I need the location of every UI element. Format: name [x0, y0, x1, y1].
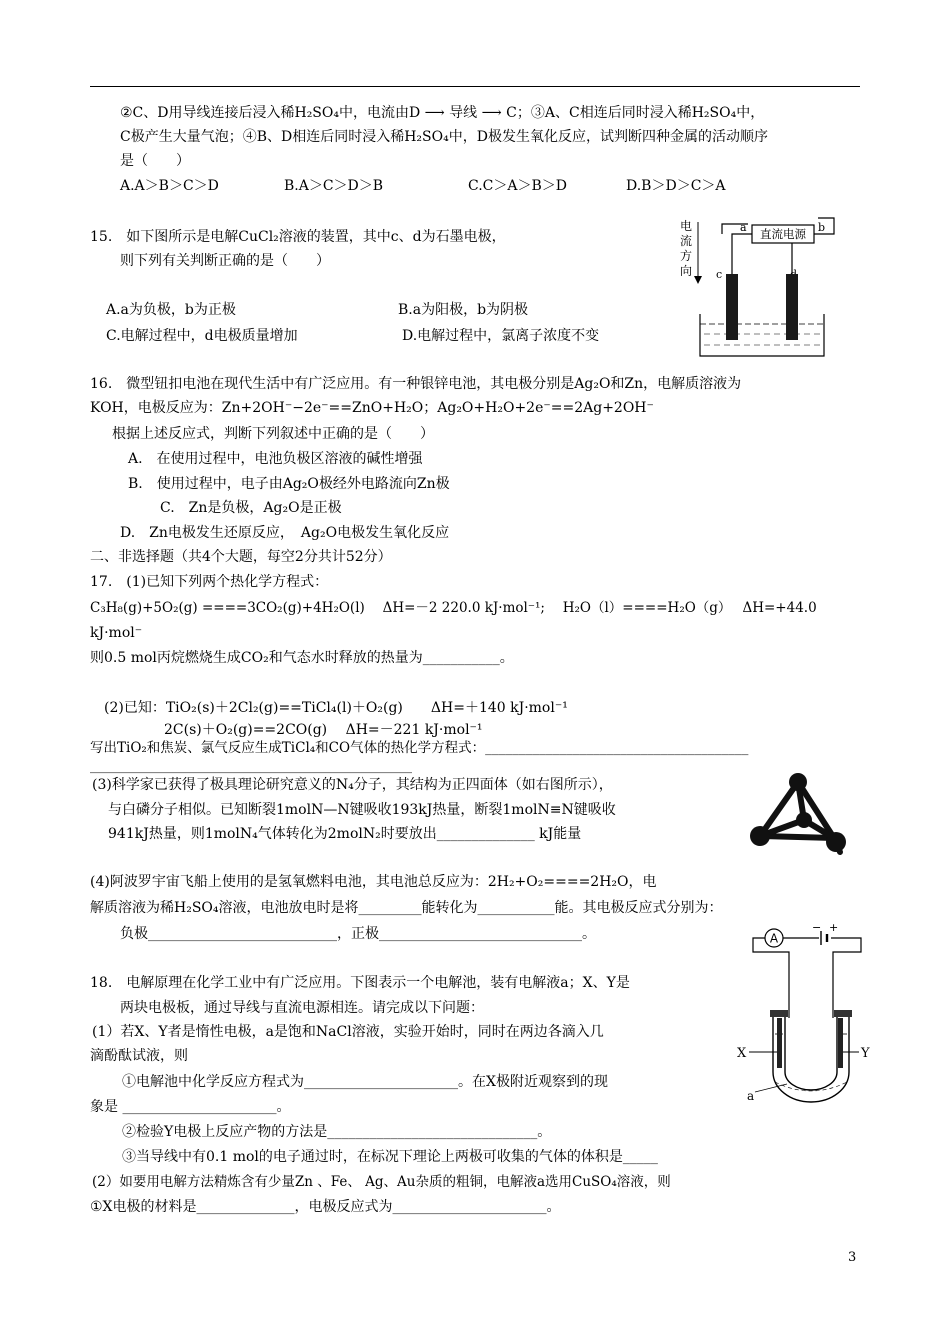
electrode-c-label: c	[716, 268, 723, 281]
current-dir-char-1: 电	[680, 219, 693, 233]
ammeter-label: A	[769, 931, 779, 946]
q17-part1-question: 则0.5 mol丙烷燃烧生成CO₂和气态水时释放的热量为___________。	[90, 650, 514, 666]
q17-part3-line-3: 941kJ热量，则1molN₄气体转化为2molN₂时要放出______________ kJ能量	[108, 826, 582, 842]
q15-line-2: 则下列有关判断正确的是（ ）	[120, 253, 330, 269]
q18-line-7: ②检验Y电极上反应产物的方法是______________________________。	[122, 1124, 552, 1140]
u-tube-inner	[785, 1014, 837, 1090]
n4-atom	[796, 812, 812, 828]
q16-line-1: 16. 微型钮扣电池在现代生活中有广泛应用。有一种银锌电池，其电极分别是Ag₂O和Zn，电解质溶液为	[90, 376, 742, 392]
circuit-wire-right	[831, 938, 861, 1018]
q18-line-10: ①X电极的材料是______________，电极反应式为______________________。	[90, 1199, 561, 1215]
electrode-x	[777, 1018, 782, 1068]
q18-line-5: ①电解池中化学反应方程式为______________________。在X极附近观察到的现	[122, 1074, 608, 1090]
q17-part4-line-2: 解质溶液为稀H₂SO₄溶液，电池放电时是将_________能转化为___________能。其电极反应式分别为：	[90, 900, 723, 916]
wire-left	[732, 234, 752, 274]
q16-line-2: KOH，电极反应为：Zn+2OH⁻−2e⁻==ZnO+H₂O；Ag₂O+H₂O+2e⁻==2Ag+2OH⁻	[90, 400, 654, 416]
n4-atom	[789, 773, 807, 791]
q17-part1-heading: 17. (1)已知下列两个热化学方程式：	[90, 574, 329, 590]
q17-part3-line-2: 与白磷分子相似。已知断裂1molN—N键吸收193kJ热量，断裂1molN≡N键吸收	[108, 802, 616, 818]
q16-option-b: B. 使用过程中，电子由Ag₂O极经外电路流向Zn极	[128, 476, 450, 492]
header-rule	[90, 86, 860, 87]
q16-line-3: 根据上述反应式，判断下列叙述中正确的是（ ）	[112, 426, 434, 442]
electrolyte-label: a	[747, 1089, 755, 1103]
current-dir-char-3: 方	[680, 249, 693, 263]
electrolysis-cell-figure	[678, 214, 848, 364]
q15-option-a: A.a为负极，b为正极	[106, 302, 236, 318]
q17-part2-answer-blank: ______________________________________________	[90, 758, 412, 774]
q16-option-d: D. Zn电极发生还原反应， Ag₂O电极发生氧化反应	[120, 525, 450, 541]
current-dir-char-2: 流	[680, 234, 693, 248]
u-tube-electrolysis-figure	[735, 922, 885, 1104]
battery-plus-sign: +	[829, 922, 839, 934]
q17-part2-question: 写出TiO₂和焦炭、氯气反应生成TiCl₄和CO气体的热化学方程式：_______________________________________	[90, 740, 749, 756]
q14-line-1: ②C、D用导线连接后浸入稀H₂SO₄中，电流由D ⟶ 导线 ⟶ C；③A、C相连后同时浸入稀H₂SO₄中，	[120, 105, 765, 121]
q15-option-b: B.a为阳极，b为阴极	[398, 302, 529, 318]
q15-option-d: D.电解过程中，氯离子浓度不变	[402, 328, 600, 344]
q14-option-a: A.A＞B＞C＞D	[120, 178, 219, 194]
q16-option-c: C. Zn是负极，Ag₂O是正极	[160, 500, 342, 516]
q17-part2-equation-2: 2C(s)＋O₂(g)==2CO(g) ΔH=－221 kJ·mol⁻¹	[164, 722, 483, 738]
q17-part4-line-1: (4)阿波罗宇宙飞船上使用的是氢氧燃料电池，其电池总反应为：2H₂+O₂====2H₂O，电	[90, 874, 657, 890]
n4-atom	[826, 832, 846, 852]
q18-line-8: ③当导线中有0.1 mol的电子通过时，在标况下理论上两极可收集的气体的体积是_____	[122, 1149, 658, 1165]
terminal-b-label: b	[818, 221, 826, 234]
q14-line-2: C极产生大量气泡；④B、D相连后同时浸入稀H₂SO₄中，D极发生氧化反应，试判断四种金属的活动顺序	[120, 129, 768, 145]
n4-tetrahedron-figure	[748, 770, 853, 870]
n4-atom	[750, 826, 770, 846]
electrode-d	[786, 274, 798, 340]
q14-option-d: D.B＞D＞C＞A	[626, 178, 726, 194]
q14-option-b: B.A＞C＞D＞B	[284, 178, 384, 194]
q18-line-1: 18. 电解原理在化学工业中有广泛应用。下图表示一个电解池，装有电解液a；X、Y是	[90, 975, 630, 991]
dc-power-label: 直流电源	[760, 227, 806, 241]
current-dir-char-4: 向	[680, 264, 693, 278]
electrode-y-label: Y	[861, 1046, 870, 1061]
q17-part2-equation-1: (2)已知：TiO₂(s)＋2Cl₂(g)==TiCl₄(l)＋O₂(g) ΔH=＋140 kJ·mol⁻¹	[104, 700, 568, 716]
stopper-right	[834, 1010, 852, 1017]
circuit-wire-left	[753, 938, 789, 1018]
q17-part3-line-1: (3)科学家已获得了极具理论研究意义的N₄分子，其结构为正四面体（如右图所示），	[92, 777, 613, 793]
q18-line-4: 滴酚酞试液，则	[90, 1048, 188, 1064]
electrode-c	[726, 274, 738, 340]
battery-minus-sign: −	[812, 922, 822, 934]
stopper-left	[770, 1010, 788, 1017]
terminal-a-label: a	[740, 221, 747, 234]
q18-line-3: (1）若X、Y者是惰性电极，a是饱和NaCl溶液，实验开始时，同时在两边各滴入几	[92, 1024, 604, 1040]
current-direction-arrowhead	[694, 276, 702, 284]
section-2-heading: 二、非选择题（共4个大题，每空2分共计52分）	[90, 549, 392, 565]
q18-line-2: 两块电极板，通过导线与直流电源相连。请完成以下问题：	[120, 1000, 484, 1016]
electrode-y	[838, 1018, 843, 1068]
q16-option-a: A. 在使用过程中，电池负极区溶液的碱性增强	[128, 451, 423, 467]
page-number: 3	[848, 1250, 857, 1265]
electrode-x-label: X	[737, 1046, 747, 1061]
n4-bond	[760, 836, 834, 838]
q15-option-c: C.电解过程中，d电极质量增加	[106, 328, 298, 344]
q17-part4-line-3: 负极___________________________，正极_____________________________。	[120, 926, 596, 942]
q17-part1-unit: kJ·mol⁻	[90, 625, 143, 641]
q18-line-9: (2）如要用电解方法精炼含有少量Zn 、Fe、 Ag、Au杂质的粗铜，电解液a选用CuSO₄溶液，则	[92, 1174, 671, 1190]
beaker	[700, 314, 824, 356]
q14-option-c: C.C＞A＞B＞D	[468, 178, 567, 194]
q18-line-6: 象是 ______________________。	[90, 1099, 291, 1115]
q17-part1-equation: C₃H₈(g)+5O₂(g) ====3CO₂(g)+4H₂O(l) ΔH=－2 220.0 kJ·mol⁻¹; H₂O（l）====H₂O（g） ΔH=+44.0	[90, 600, 817, 616]
q15-line-1: 15. 如下图所示是电解CuCl₂溶液的装置，其中c、d为石墨电极，	[90, 229, 506, 245]
q14-line-3: 是（ ）	[120, 153, 190, 169]
